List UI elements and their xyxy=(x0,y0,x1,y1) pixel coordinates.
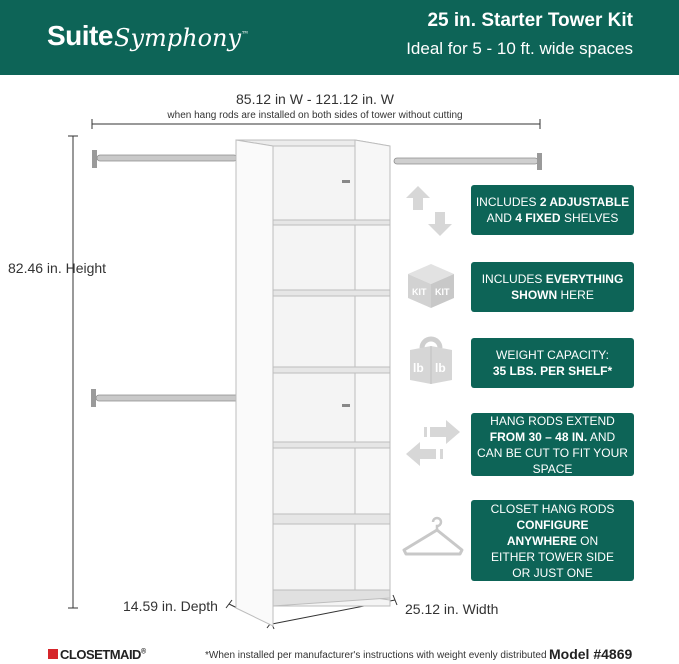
feature-everything xyxy=(471,262,634,312)
brand-trademark: ™ xyxy=(241,30,250,39)
product-subtitle: Ideal for 5 - 10 ft. wide spaces xyxy=(406,39,633,58)
brand-logo-suite: Suite xyxy=(47,20,113,51)
feature-shelves-text: INCLUDES 2 ADJUSTABLE AND 4 FIXED SHELVES xyxy=(475,195,630,225)
feature-weight-text: WEIGHT CAPACITY: 35 LBS. PER SHELF* xyxy=(492,348,613,378)
feature-configure-text: CLOSET HANG RODS CONFIGURE ANYWHERE ON EITHER TOWER SIDE OR JUST ONE xyxy=(490,501,615,580)
closetmaid-logo xyxy=(48,647,146,662)
hang-rod-upper-right xyxy=(394,153,542,170)
kit-box-icon xyxy=(404,260,458,310)
weight-text-left: lb xyxy=(413,361,424,375)
feature-hang-rods-text: HANG RODS EXTEND FROM 30 – 48 IN. AND CAN BE CUT TO FIT YOUR SPACE xyxy=(477,413,628,476)
width-range-label: 85.12 in W - 121.12 in. W xyxy=(236,91,394,107)
closetmaid-logo-mark xyxy=(48,649,58,659)
weight-text-right: lb xyxy=(435,361,446,375)
tower-width-label: 25.12 in. Width xyxy=(405,601,499,617)
feature-everything-text: INCLUDES EVERYTHING SHOWN HERE xyxy=(481,272,624,302)
closetmaid-trademark: ® xyxy=(140,648,146,656)
feature-hang-rods xyxy=(471,413,634,476)
weight-icon xyxy=(404,336,458,386)
feature-shelves xyxy=(471,185,634,235)
feature-weight xyxy=(471,338,634,388)
adjust-arrows-icon xyxy=(404,184,458,238)
kit-text-right: KIT xyxy=(435,287,450,297)
hanger-icon xyxy=(402,516,464,560)
shelf-bracket xyxy=(342,180,350,183)
height-label: 82.46 in. Height xyxy=(8,260,107,276)
width-dimension-line xyxy=(92,119,540,129)
width-range-note: when hang rods are installed on both sides of tower without cutting xyxy=(167,110,463,121)
brand-logo-symphony-text: Symphony xyxy=(114,24,242,52)
model-number: Model #4869 xyxy=(549,646,633,662)
depth-label: 14.59 in. Depth xyxy=(123,598,218,614)
feature-configure xyxy=(471,500,634,581)
extend-arrows-icon xyxy=(404,418,462,468)
closet-tower xyxy=(236,140,390,626)
closetmaid-logo-text: CLOSETMAID xyxy=(60,647,141,662)
shelf-bracket xyxy=(342,404,350,407)
height-dimension-line xyxy=(68,136,78,608)
product-title: 25 in. Starter Tower Kit xyxy=(427,10,633,31)
kit-text-left: KIT xyxy=(412,287,427,297)
footnote: *When installed per manufacturer's instructions with weight evenly distributed xyxy=(205,650,547,661)
